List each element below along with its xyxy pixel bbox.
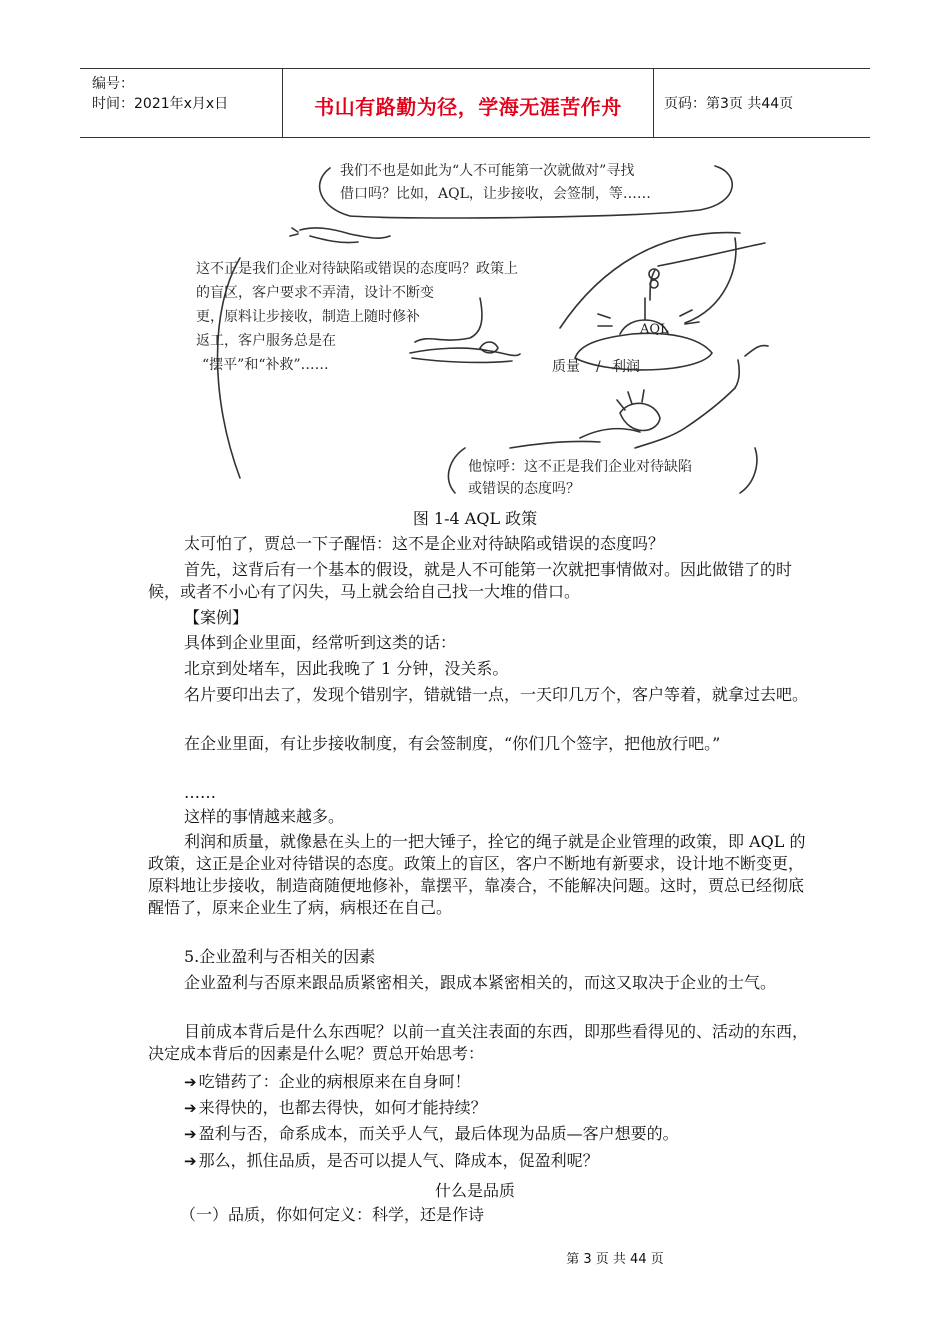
paragraph-1: 太可怕了，贾总一下子醒悟：这不是企业对待缺陷或错误的态度吗？	[184, 534, 665, 553]
section-title: 什么是品质	[434, 1181, 515, 1200]
bullet-1	[184, 1071, 814, 1093]
bubble-left-line-4: 返工，客户服务总是在	[196, 333, 336, 349]
paragraph-13: 目前成本背后是什么东西呢？以前一直关注表面的东西，即那些看得见的、活动的东西，决定成本背后的因素是什么呢？贾总开始思考：	[148, 1022, 809, 1063]
bullet-3-text: 盈利与否，命系成本，而关乎人气，最后体现为品质—客户想要的。	[198, 1124, 679, 1143]
arrow-icon: ➔	[184, 1125, 197, 1143]
bullet-2-text: 来得快的，也都去得快，如何才能持续？	[198, 1098, 487, 1117]
paragraph-ellipsis: ……	[184, 783, 216, 802]
paragraph-9: 这样的事情越来越多。	[184, 807, 345, 826]
arrow-icon: ➔	[184, 1152, 197, 1170]
label-aql: AQL	[640, 322, 669, 337]
bullet-4	[184, 1150, 814, 1172]
bubble-top-line-1: 我们不也是如此为“人不可能第一次就做对”寻找	[340, 163, 635, 179]
header-motto-cell	[283, 69, 654, 137]
bubble-bottom-line-1: 他惊呼：这不正是我们企业对待缺陷	[468, 459, 692, 475]
header-meta-cell	[80, 69, 283, 137]
label-quality: 质量	[552, 359, 580, 375]
page-info: 页码：第3页 共44页	[664, 96, 794, 112]
bullet-3	[184, 1123, 814, 1145]
paragraph-7: 在企业里面，有让步接收制度，有会签制度，“你们几个签字，把他放行吧。”	[184, 734, 721, 753]
page-header	[80, 68, 870, 138]
figure-caption: 图 1-4 AQL 政策	[412, 509, 538, 528]
arrow-icon: ➔	[184, 1099, 197, 1117]
figure-aql-policy	[180, 148, 770, 500]
paragraph-4: 具体到企业里面，经常听到这类的话：	[184, 633, 457, 652]
arrow-icon: ➔	[184, 1073, 197, 1091]
motto: 书山有路勤为径，学海无涯苦作舟	[314, 95, 622, 119]
bubble-left-line-1: 这不正是我们企业对待缺陷或错误的态度吗？政策上	[196, 261, 518, 277]
case-heading: 【案例】	[184, 608, 249, 627]
number-label: 编号：	[92, 76, 134, 92]
paragraph-2: 首先，这背后有一个基本的假设，就是人不可能第一次就把事情做对。因此做错了的时候，或者不小心有了闪失，马上就会给自己找一大堆的借口。	[148, 560, 793, 601]
paragraph-10: 利润和质量，就像悬在头上的一把大锤子，拴它的绳子就是企业管理的政策，即 AQL 的政策，这正是企业对待错误的态度。政策上的盲区，客户不断地有新要求，设计地不断变更，原料地让步接收，制造商随便地修补，靠摆平，靠凑合，不能解决问题。这时，贾总已经彻底醒悟了，原来企业生了病，病根还在自己。	[148, 832, 806, 917]
label-slash: /	[596, 359, 601, 375]
bullet-2	[184, 1097, 814, 1119]
section-heading-5: 5.企业盈利与否相关的因素	[184, 947, 376, 966]
bubble-bottom-line-2: 或错误的态度吗？	[468, 481, 580, 497]
header-page-cell	[654, 69, 870, 137]
bullet-1-text: 吃错药了：企业的病根原来在自身呵！	[198, 1072, 471, 1091]
date-label: 时间：2021年x月x日	[92, 96, 229, 112]
bullet-4-text: 那么，抓住品质，是否可以提人气、降成本，促盈利呢？	[198, 1151, 599, 1170]
paragraph-5: 北京到处堵车，因此我晚了 1 分钟，没关系。	[184, 659, 509, 678]
bubble-top-line-2: 借口吗？比如，AQL，让步接收，会签制，等……	[340, 186, 651, 202]
label-profit: 利润	[612, 359, 640, 375]
paragraph-12: 企业盈利与否原来跟品质紧密相关，跟成本紧密相关的，而这又取决于企业的士气。	[184, 973, 777, 992]
page-footer: 第 3 页 共 44 页	[566, 1252, 664, 1267]
bubble-left-line-3: 更，原料让步接收，制造上随时修补	[196, 309, 420, 325]
paragraph-6: 名片要印出去了，发现个错别字，错就错一点，一天印几万个，客户等着，就拿过去吧。	[184, 685, 809, 704]
bubble-left-line-5: “摆平”和“补救”……	[202, 357, 329, 373]
bubble-left-line-2: 的盲区，客户要求不弄清，设计不断变	[196, 285, 434, 301]
sub-title: （一）品质，你如何定义：科学，还是作诗	[180, 1205, 485, 1224]
